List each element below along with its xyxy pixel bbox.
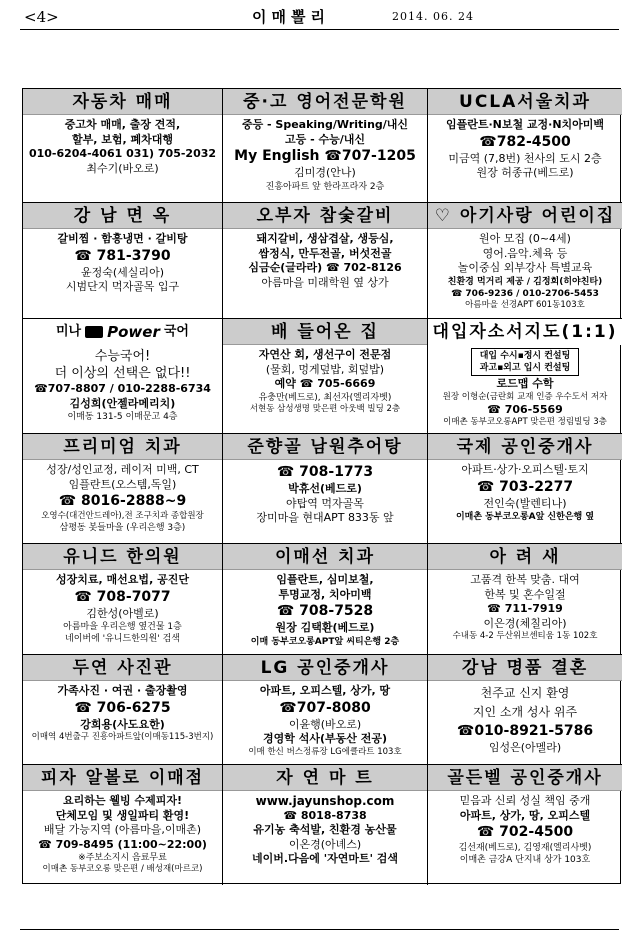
page-header <box>20 6 619 28</box>
ad-line: 쌈정식, 만두전골, 버섯전골 <box>258 246 392 260</box>
ad-phone: ☎ 706-5569 <box>487 402 563 416</box>
ad-phone: My English ☎707-1205 <box>234 148 416 165</box>
ad-address: 이매촌 동부코오롱 맞은편 / 배성재(마르코) <box>42 864 203 875</box>
logo-main: Power <box>107 323 160 341</box>
ad-gangnam-wedding <box>428 655 622 765</box>
ad-line: 중고차 매매, 출장 견적, <box>64 118 181 131</box>
footer-rule <box>20 929 619 930</box>
ad-owner: 전인숙(발렌티나) <box>483 496 567 510</box>
ad-line: 아파트, 상가, 땅, 오피스텔 <box>459 808 591 822</box>
ad-logo <box>23 319 222 345</box>
ad-owner: 박휴선(베드로) <box>288 482 362 495</box>
ad-phone: 예약 ☎ 705-6669 <box>274 377 376 391</box>
ad-line: 임플란트·N보철 교정·N치아미백 <box>445 118 605 131</box>
ad-phone: ☎ 781-3790 <box>74 247 171 264</box>
ad-phone: ☎010-8921-5786 <box>456 723 594 739</box>
ad-line: 야탑역 먹자골목 <box>286 496 364 510</box>
ad-line: ※주보소지시 음료무료 <box>78 853 167 864</box>
ad-owner: 김선재(베드로), 김영재(엘리사벳) <box>458 843 592 854</box>
ad-address: 수내동 4-2 두산위브센티움 1동 102호 <box>452 631 598 642</box>
ad-owner: 김미경(안나) <box>294 166 356 180</box>
ad-imaesun-dental <box>223 544 428 655</box>
ad-unid-clinic <box>23 544 223 655</box>
ad-lg-realty <box>223 655 428 765</box>
ad-line: 천주교 신지 환영 <box>480 686 570 700</box>
ad-address: 이매동 131-5 이매문고 4층 <box>67 412 178 423</box>
ad-phone: ☎707-8080 <box>279 699 371 716</box>
ad-owner: 이온경(아녜스) <box>288 837 362 851</box>
ad-address: 이매 동부코오롱APT앞 씨티은행 2층 <box>250 636 400 647</box>
ad-line: 놀이중심 외부강사 특별교육 <box>457 261 593 275</box>
ad-line: 믿음과 신뢰 성실 책임 중개 <box>459 794 591 807</box>
ad-line: (물회, 멍게덮밥, 회덮밥) <box>265 362 385 376</box>
ad-line: 경영학 석사(부동산 전공) <box>263 732 387 746</box>
bulletin-title: 이매뽈리 <box>252 8 330 26</box>
ad-title: 중·고 영어전문학원 <box>223 89 427 115</box>
ad-jayeon-mart <box>223 765 428 885</box>
ad-address: 시범단지 먹자골목 입구 <box>65 280 180 294</box>
issue-date: 2014. 06. 24 <box>392 10 474 23</box>
ad-address: 이매역 4번출구 진흥아파트앞(이매동115-3번지) <box>31 732 214 743</box>
ad-premium-dental <box>23 434 223 544</box>
ad-address: 이매촌 동부코오롱APT 맞은편 정림빌딩 3층 <box>443 417 607 428</box>
ad-owner: 강희용(사도요한) <box>80 717 165 731</box>
ad-title: UCLA서울치과 <box>428 89 622 115</box>
ad-line: 영어.음악.체육 등 <box>482 246 568 260</box>
ad-goldenbell-realty <box>428 765 622 885</box>
ad-owner: 김성희(안젤라메리치) <box>69 396 176 410</box>
ad-search: 네이버.다음에 '자연마트' 검색 <box>251 852 399 866</box>
ad-address: 아름마을 우리은행 옆건물 1층 <box>63 622 182 633</box>
ad-english-academy <box>223 89 428 203</box>
ad-pizza-alvolo <box>23 765 223 885</box>
ad-phone: ☎ 711-7919 <box>487 602 563 616</box>
ad-line: 중등 - Speaking/Writing/내신 <box>241 118 409 131</box>
ad-gukje-realty <box>428 434 622 544</box>
ad-line: 성장치료, 매선요법, 공진단 <box>56 573 189 586</box>
ad-phone: ☎ 8016-2888~9 <box>58 493 187 510</box>
ad-title: 오부자 참숯갈비 <box>223 203 427 229</box>
ad-line: 자연산 회, 생선구이 전문점 <box>258 348 392 361</box>
ad-title: LG 공인중개사 <box>223 655 427 681</box>
ad-phone: ☎782-4500 <box>479 133 571 150</box>
ad-title: 이매선 치과 <box>223 544 427 570</box>
ad-line: 돼지갈비, 생삼겹살, 생등심, <box>256 232 394 245</box>
ad-line: 한복 및 혼수일절 <box>484 587 566 601</box>
ad-address: 이매촌 금강A 단지내 상가 103호 <box>459 855 591 866</box>
ad-car-dealer <box>23 89 223 203</box>
ad-website-link[interactable]: www.jayunshop.com <box>255 794 395 808</box>
ad-address: 서현동 삼성생명 맞은편 아웃백 빌딩 2층 <box>249 403 401 414</box>
ad-address: 삼평동 봇들마을 (우리은행 3층) <box>59 523 186 534</box>
ad-line: 임플란트, 심미보철, <box>276 573 374 586</box>
ad-title: 강 남 면 옥 <box>23 203 222 229</box>
ad-line: 지인 소개 성사 위주 <box>472 705 578 719</box>
ad-address: 미금역 (7,8번) 천사의 도시 2층 <box>448 151 602 165</box>
ad-title: 두연 사진관 <box>23 655 222 681</box>
ad-owner: 최수기(바오로) <box>86 161 159 175</box>
ad-title: 강남 명품 결혼 <box>428 655 622 681</box>
ad-college-essay <box>428 319 622 434</box>
ad-title: 아 려 새 <box>428 544 622 570</box>
ad-fish-restaurant <box>223 319 428 434</box>
ad-address: 이매 한신 버스정류장 LG에클라트 103호 <box>248 746 402 757</box>
ad-line: 단체모임 및 생일파티 환영! <box>55 808 190 822</box>
logo-prefix: 미나 <box>56 324 82 339</box>
ad-phone: 심금순(글라라) ☎ 702-8126 <box>248 261 402 275</box>
ad-owner: 이윤행(바오로) <box>288 717 362 731</box>
ad-owner: 친환경 먹거리 제공 / 김정희(히야친타) <box>447 276 603 287</box>
box-line: 대입 수시▪정시 컨설팅 <box>479 351 571 361</box>
ad-address: 아름마을 미래학원 옆 상가 <box>261 275 389 289</box>
ad-line: 원장 이형순(금란회 교재 인증 우수도서 저자 <box>442 391 608 402</box>
ad-phone: ☎ 708-1773 <box>276 464 374 480</box>
ad-phone: ☎ 706-9236 / 010-2706-5453 <box>451 288 599 299</box>
ad-phone: ☎ 703-2277 <box>476 478 574 495</box>
ad-address: 장미마을 현대APT 833동 앞 <box>256 511 394 525</box>
ad-obuja-galbi <box>223 203 428 319</box>
ad-owner: 유충만(베드로), 최선자(엘리자벳) <box>258 392 392 403</box>
ad-title: ♡ 아기사랑 어린이집 <box>428 203 622 229</box>
ad-phone: ☎ 706-6275 <box>74 699 171 716</box>
ad-title: 프리미엄 치과 <box>23 434 222 460</box>
ad-phone: ☎ 709-8495 (11:00~22:00) <box>38 837 207 851</box>
ad-duyeon-photo <box>23 655 223 765</box>
ad-line: 아파트, 오피스텔, 상가, 땅 <box>259 684 391 697</box>
ad-daycare <box>428 203 622 319</box>
ad-phone: ☎ 702-4500 <box>476 824 574 841</box>
ad-chueotang <box>223 434 428 544</box>
ad-line: 유기농 축석발, 친환경 농산물 <box>253 823 397 837</box>
ad-owner: 임성은(아멜라) <box>488 741 562 754</box>
ad-line: 요리하는 웰빙 수제피자! <box>63 794 182 807</box>
ad-search: 네이버에 '유니드한의원' 검색 <box>65 634 180 645</box>
ad-phone: ☎ 708-7077 <box>74 588 171 605</box>
ad-line: 할부, 보험, 폐차대행 <box>71 132 174 146</box>
ad-line: 가족사진 · 여권 · 출장촬영 <box>57 684 188 697</box>
ad-title: 배 들어온 집 <box>223 319 427 345</box>
ad-aryeose-hanbok <box>428 544 622 655</box>
ad-line: 투명교정, 치아미백 <box>278 587 372 601</box>
ad-owner: 이은경(체칠리아) <box>483 616 567 630</box>
ad-gangnam-myeonok <box>23 203 223 319</box>
ad-ucla-dental <box>428 89 622 203</box>
box-line: 과고▪외고 입시 컨설팅 <box>479 363 571 373</box>
ad-title: 유니드 한의원 <box>23 544 222 570</box>
ad-address: 진흥아파트 앞 한라프라자 2층 <box>265 181 385 192</box>
ad-line: 로드맵 수학 <box>496 377 554 390</box>
ad-grid <box>22 88 621 884</box>
ad-title: 대입자소서지도(1:1) <box>428 319 622 345</box>
ad-title: 국제 공인중개사 <box>428 434 622 460</box>
consulting-box <box>471 348 580 376</box>
ad-owner: 원장 김택환(베드로) <box>275 621 375 635</box>
ad-owner: 오영수(대건안드레아),전 조구치과 종합원장 <box>41 511 204 522</box>
logo-mark-icon <box>85 326 103 338</box>
ad-line: 원아 모집 (0~4세) <box>479 232 571 245</box>
ad-title: 골든벨 공인중개사 <box>428 765 622 791</box>
ad-address: 이매촌 동부코오롱A앞 신한은행 옆 <box>455 512 595 523</box>
ad-title: 피자 알볼로 이매점 <box>23 765 222 791</box>
ad-line: 아파트·상가·오피스텔·토지 <box>461 463 589 476</box>
page-number: <4> <box>24 8 59 26</box>
ad-mina-power-korean <box>23 319 223 434</box>
logo-suffix: 국어 <box>163 324 189 339</box>
ad-line: 더 이상의 선택은 없다!! <box>54 366 191 381</box>
ad-phone: 010-6204-4061 031) 705-2032 <box>28 147 217 161</box>
ad-title: 자동차 매매 <box>23 89 222 115</box>
ad-owner: 원장 허종규(베드로) <box>476 166 574 180</box>
ad-line: 갈비찜 · 함흥냉면 · 갈비탕 <box>57 232 188 245</box>
ad-line: 성장/성인교정, 레이저 미백, CT <box>46 463 199 476</box>
ad-phone: ☎707-8807 / 010-2288-6734 <box>34 382 211 395</box>
header-rule <box>20 29 619 30</box>
ad-line: 수능국어! <box>94 349 151 364</box>
ad-address: 아름마을 선경APT 601동103호 <box>465 299 585 310</box>
ad-phone: ☎ 8018-8738 <box>283 808 367 822</box>
ad-title: 준향골 남원추어탕 <box>223 434 427 460</box>
ad-line: 임플란트(오스템,독일) <box>68 477 177 491</box>
ad-phone: ☎ 708-7528 <box>276 603 374 620</box>
ad-line: 고품격 한복 맞춤. 대여 <box>470 573 580 586</box>
ad-owner: 윤정숙(세실리아) <box>81 265 164 279</box>
ad-title: 자 연 마 트 <box>223 765 427 791</box>
ad-line: 고등 - 수능/내신 <box>285 132 365 146</box>
ad-owner: 김한성(아벨로) <box>86 606 159 620</box>
ad-line: 배달 가능지역 (아름마을,이매촌) <box>43 823 202 837</box>
